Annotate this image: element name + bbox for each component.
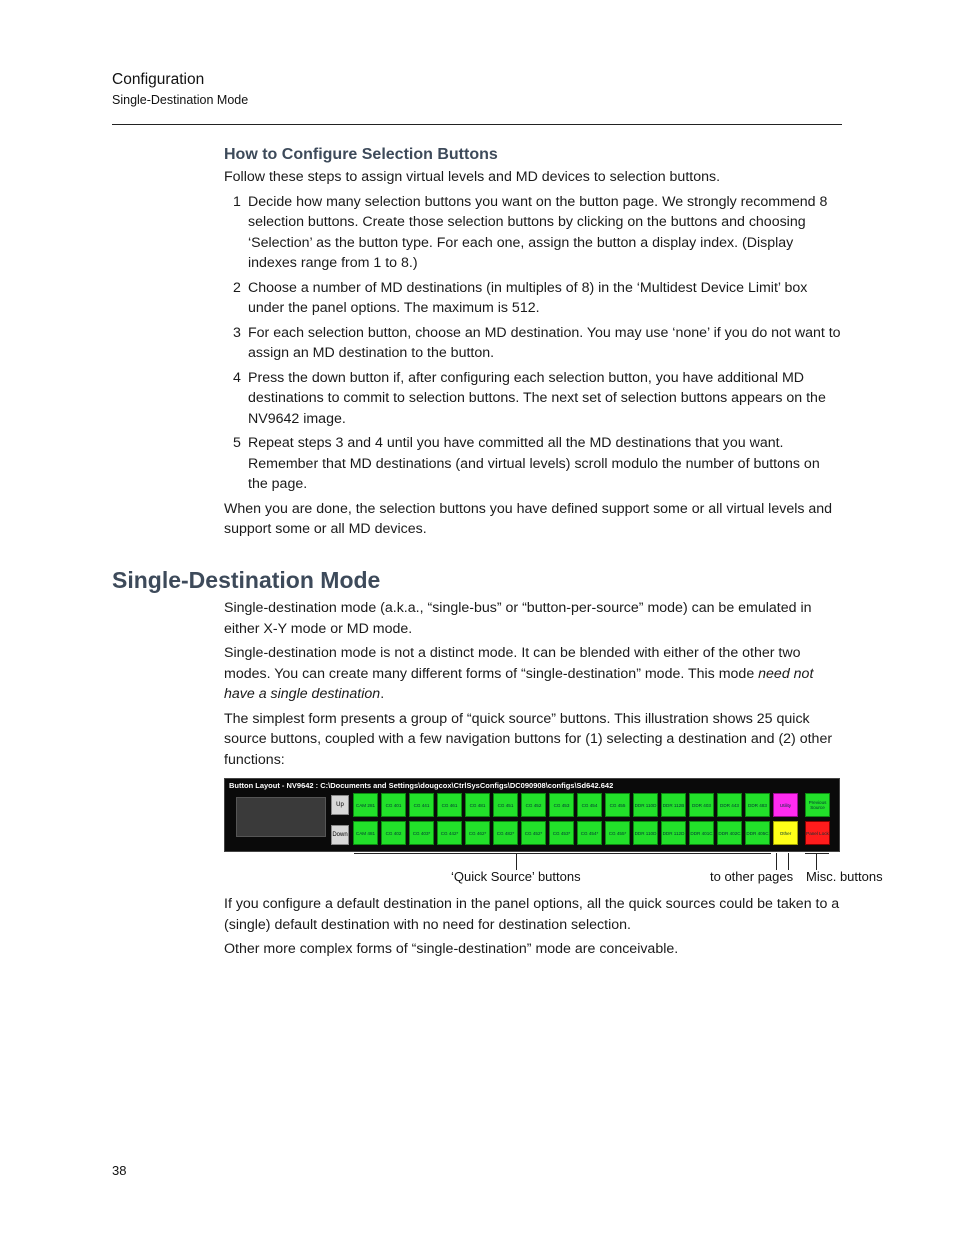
quick-source-button[interactable]: CG 442* xyxy=(437,821,462,845)
quick-source-button[interactable]: CG 461 xyxy=(437,793,462,817)
paragraph: The simplest form presents a group of “quick source” buttons. This illustration shows 25 quick source buttons, coupled with a few navigation buttons for (1) selecting a destination and (2) other functions: xyxy=(224,710,833,768)
section2-body xyxy=(224,598,842,770)
step-text: Press the down button if, after configuring each selection button, you have additional MD destinations to commit to selection buttons. The next set of selection buttons appears on the NV9642 image. xyxy=(248,369,826,427)
misc-buttons-label: Misc. buttons xyxy=(806,869,883,884)
other-pages-pointer-right xyxy=(788,853,789,870)
quick-source-button[interactable]: DDR 110D xyxy=(633,793,658,817)
quick-source-button[interactable]: Previous Source xyxy=(805,793,830,817)
section-heading-configure-selection: How to Configure Selection Buttons xyxy=(224,146,498,163)
quick-source-button[interactable]: Utility xyxy=(773,793,798,817)
quick-source-button[interactable]: DDR 112D xyxy=(661,821,686,845)
quick-source-button[interactable]: CG 452 xyxy=(521,793,546,817)
quick-source-button[interactable]: CG 403* xyxy=(409,821,434,845)
emphasis-text: need not have a single destination xyxy=(224,665,814,702)
paragraph-text: Single-destination mode is not a distinct mode. It can be blended with either of the other two modes. You can create many different forms of “single-destination” mode. This mode xyxy=(224,645,801,682)
quick-source-button[interactable]: CG 441 xyxy=(409,793,434,817)
step-number: 1 xyxy=(233,193,241,210)
quick-source-button[interactable]: CG 452* xyxy=(521,821,546,845)
quick-source-button[interactable]: CAM 481 xyxy=(353,821,378,845)
section1-outro: When you are done, the selection buttons you have defined support some or all virtual levels and support some or all MD devices. xyxy=(224,500,833,537)
quick-source-bracket xyxy=(354,853,771,854)
step-item xyxy=(224,433,842,495)
quick-source-button[interactable]: Panel Lock xyxy=(805,821,830,845)
paragraph: Single-destination mode (a.k.a., “single-bus” or “button-per-source” mode) can be emulated in either X-Y mode or MD mode. xyxy=(224,600,812,637)
step-item xyxy=(224,323,842,364)
step-text: Choose a number of MD destinations (in multiples of 8) in the ‘Multidest Device Limit’ box under the panel options. The maximum is 512. xyxy=(248,279,808,316)
step-text: Repeat steps 3 and 4 until you have committed all the MD destinations that you want. Remember that MD destinations (and virtual levels) scroll modulo the number of buttons on the page. xyxy=(248,435,820,492)
quick-source-button[interactable]: CG 451 xyxy=(493,793,518,817)
quick-source-button[interactable]: CG 462* xyxy=(465,821,490,845)
panel-display-preview xyxy=(236,797,326,837)
quick-source-button[interactable]: DDR 112B xyxy=(661,793,686,817)
paragraph xyxy=(224,643,842,705)
step-item xyxy=(224,278,842,319)
quick-source-button[interactable]: DDR 403 xyxy=(689,793,714,817)
page-number: 38 xyxy=(112,1163,127,1178)
section1-intro: Follow these steps to assign virtual levels and MD devices to selection buttons. xyxy=(224,169,721,185)
quick-source-button[interactable]: CG 454 xyxy=(577,793,602,817)
paragraph-text: . xyxy=(380,686,385,702)
quick-source-button[interactable]: CG 481 xyxy=(465,793,490,817)
section2-closing xyxy=(224,894,842,960)
button-layout-screenshot xyxy=(224,778,840,852)
quick-source-button[interactable]: DDR 401C xyxy=(689,821,714,845)
step-text: Decide how many selection buttons you want on the button page. We strongly recommend 8 selection buttons. Create those selection buttons by clicking on the buttons and choosing ‘Selection’ as the button type. For each one, assign the button a display index. (Display indexes range from 1 to 8.) xyxy=(248,193,828,271)
quick-source-pointer xyxy=(516,853,517,870)
section-heading-single-destination: Single-Destination Mode xyxy=(112,567,381,593)
misc-pointer xyxy=(816,853,817,870)
quick-source-button[interactable]: DDR 443 xyxy=(717,793,742,817)
quick-source-button[interactable]: Other xyxy=(773,821,798,845)
paragraph: Other more complex forms of “single-destination” mode are conceivable. xyxy=(224,941,679,957)
quick-source-button[interactable]: CG 453* xyxy=(549,821,574,845)
step-number: 5 xyxy=(233,435,241,451)
quick-source-button[interactable]: DDR 110D xyxy=(633,821,658,845)
other-pages-pointer-left xyxy=(776,853,777,870)
quick-source-button[interactable]: DDR 405C xyxy=(745,821,770,845)
quick-source-button[interactable]: DDR 402C xyxy=(717,821,742,845)
quick-source-button[interactable]: CG 482* xyxy=(493,821,518,845)
quick-source-button[interactable]: CAM 281 xyxy=(353,793,378,817)
up-button[interactable]: Up xyxy=(331,795,349,815)
step-item xyxy=(224,368,842,430)
quick-source-button[interactable]: CG 455 xyxy=(605,793,630,817)
steps-list xyxy=(224,192,842,495)
section1-body xyxy=(224,167,842,540)
step-item xyxy=(224,192,842,274)
running-header-title: Configuration xyxy=(112,71,205,88)
paragraph: If you configure a default destination in the panel options, all the quick sources could be taken to a (single) default destination with no need for destination selection. xyxy=(224,896,840,933)
step-text: For each selection button, choose an MD destination. You may use ‘none’ if you do not want to assign an MD destination to the button. xyxy=(248,324,841,361)
quick-source-button[interactable]: DDR 483 xyxy=(745,793,770,817)
quick-source-label: ‘Quick Source’ buttons xyxy=(451,869,581,884)
step-number: 3 xyxy=(233,324,241,341)
running-header-subtitle: Single-Destination Mode xyxy=(112,93,249,107)
quick-source-button[interactable]: CG 455* xyxy=(605,821,630,845)
quick-source-button[interactable]: CG 453 xyxy=(549,793,574,817)
down-button[interactable]: Down xyxy=(331,825,349,845)
misc-bracket xyxy=(805,853,829,854)
quick-source-button[interactable]: CG 402 xyxy=(381,821,406,845)
quick-source-button[interactable]: CG 454* xyxy=(577,821,602,845)
other-pages-label: to other pages xyxy=(710,869,794,884)
step-number: 2 xyxy=(233,279,241,296)
header-rule xyxy=(112,124,842,125)
quick-source-button[interactable]: CG 401 xyxy=(381,793,406,817)
step-number: 4 xyxy=(233,369,241,386)
figure-window-title: Button Layout - NV9642 : C:\Documents and Settings\dougcox\CtrlSysConfigs\DC090908\configs\Sd642.642 xyxy=(229,781,614,790)
